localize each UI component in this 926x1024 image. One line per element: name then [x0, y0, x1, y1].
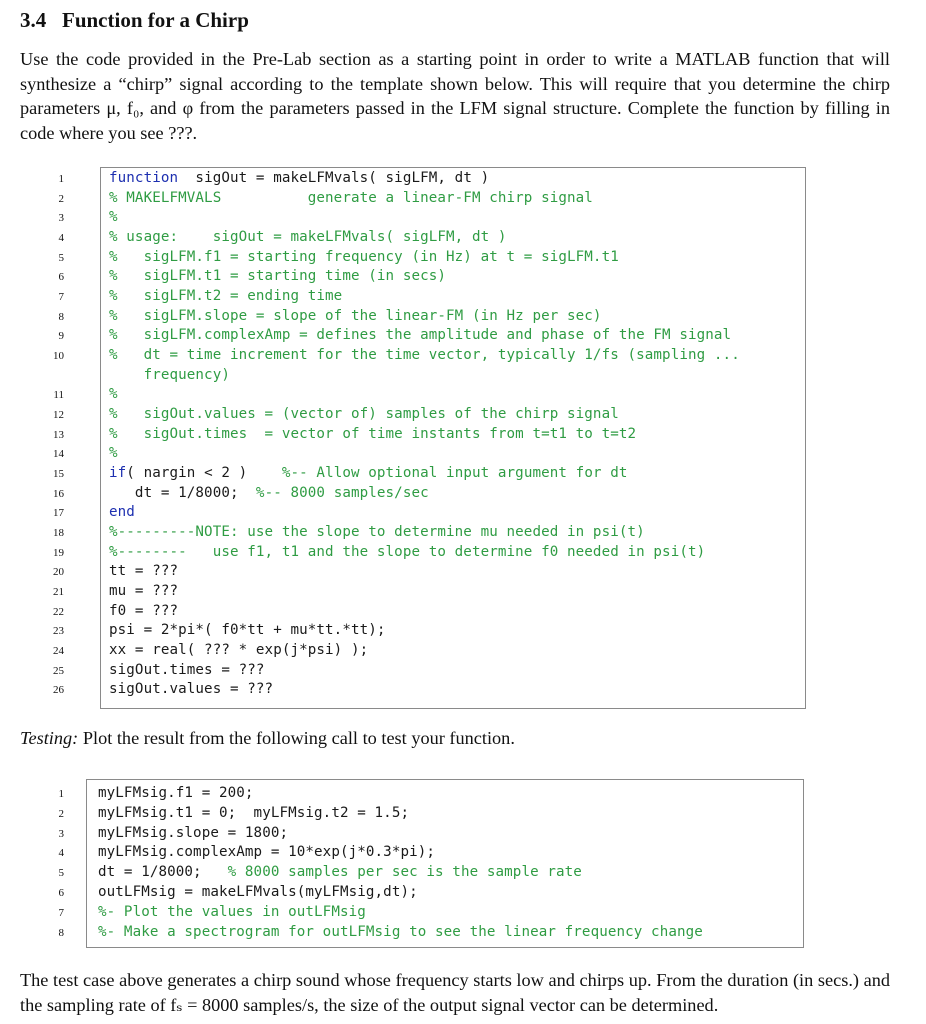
code-text: psi = 2*pi*( f0*tt + mu*tt.*tt); — [109, 622, 386, 639]
testing-label: Testing: — [20, 728, 79, 748]
line-number: 16 — [53, 487, 64, 500]
code-line — [109, 229, 507, 245]
code-text: myLFMsig.t1 = 0; myLFMsig.t2 = 1.5; — [98, 804, 410, 821]
code-text: mu = ??? — [109, 583, 179, 600]
code-text: dt = 1/8000; — [109, 484, 256, 501]
code-line — [109, 426, 636, 442]
code-comment: % dt = time increment for the time vector, typically 1/fs (sampling ... — [109, 347, 740, 364]
line-number: 21 — [53, 586, 64, 599]
line-number: 5 — [58, 251, 64, 264]
code-text: sigOut.times = ??? — [109, 661, 265, 678]
line-number: 19 — [53, 546, 64, 559]
code-text: tt = ??? — [109, 563, 179, 580]
code-text: ( nargin < 2 ) — [126, 465, 282, 482]
code-line — [109, 209, 118, 225]
line-number: 3 — [58, 212, 64, 225]
code-comment: %-- 8000 samples/sec — [255, 484, 429, 501]
code-line — [109, 347, 740, 363]
code-line — [98, 844, 435, 860]
line-number: 9 — [58, 330, 64, 343]
code-line — [109, 662, 265, 678]
code-line — [109, 681, 273, 697]
code-keyword: end — [109, 504, 135, 521]
line-number: 7 — [58, 291, 64, 304]
code-line — [109, 563, 178, 579]
code-line — [109, 406, 619, 422]
line-number: 4 — [58, 232, 64, 244]
line-number: 12 — [53, 409, 64, 422]
line-number: 25 — [53, 664, 64, 677]
code-line — [109, 622, 386, 638]
line-number: 3 — [58, 827, 64, 840]
code-line — [109, 642, 368, 658]
line-number: 6 — [58, 887, 64, 899]
code-text: outLFMsig = makeLFMvals(myLFMsig,dt); — [98, 884, 418, 900]
line-number: 24 — [53, 645, 64, 658]
code-comment: %- Make a spectrogram for outLFMsig to see the linear frequency change — [98, 923, 703, 940]
line-number: 6 — [58, 271, 64, 284]
section-heading: 3.4 Function for a Chirp — [20, 8, 249, 32]
code-text: sigOut.values = ??? — [109, 681, 274, 698]
closing-paragraph: The test case above generates a chirp sound whose frequency starts low and chirps up. From the duration (in secs.) and the sampling rate of fₛ = 8000 samples/s, the size of the output signal vector can be determined. — [20, 970, 890, 1015]
code-line — [109, 445, 118, 461]
code-keyword: if — [109, 465, 127, 482]
line-number: 7 — [58, 906, 64, 919]
code-comment: % 8000 samples per sec is the sample rate — [227, 864, 582, 881]
code-comment: %-------- use f1, t1 and the slope to determine f0 needed in psi(t) — [109, 543, 706, 560]
line-number: 8 — [58, 926, 64, 939]
code-comment: %- Plot the values in outLFMsig — [98, 903, 366, 920]
code-text: myLFMsig.complexAmp = 10*exp(j*0.3*pi); — [98, 844, 436, 861]
code-text: f0 = ??? — [109, 602, 179, 619]
line-number: 11 — [53, 389, 64, 402]
code-line — [109, 327, 731, 343]
code-comment: % sigLFM.t1 = starting time (in secs) — [109, 268, 447, 285]
code-comment: % sigLFM.t2 = ending time — [109, 288, 343, 305]
code-line — [109, 249, 619, 265]
line-number: 1 — [58, 788, 64, 800]
line-number: 2 — [58, 192, 64, 205]
code-comment: % sigLFM.slope = slope of the linear-FM (in Hz per sec) — [109, 307, 602, 324]
line-number: 5 — [58, 867, 64, 880]
code-line — [109, 170, 489, 186]
testing-text: Plot the result from the following call to test your function. — [78, 728, 515, 748]
code-comment: frequency) — [109, 366, 230, 383]
code-comment: % — [109, 445, 118, 462]
code-comment: % sigLFM.complexAmp = defines the amplitude and phase of the FM signal — [109, 327, 732, 344]
line-number: 4 — [58, 847, 64, 860]
code-line — [98, 864, 582, 880]
code-comment: %-- Allow optional input argument for dt — [281, 465, 628, 482]
code-line — [109, 583, 178, 599]
code-line — [98, 884, 418, 900]
line-number: 1 — [58, 173, 64, 185]
code-comment: % sigOut.times = vector of time instants from t=t1 to t=t2 — [109, 425, 637, 442]
intro-paragraph: Use the code provided in the Pre-Lab section as a starting point in order to write a MATLAB function that will synthesize a “chirp” signal according to the template shown below. This will require that you determine the chirp parameters μ, f₀, and φ from the parameters passed in the LFM signal structure. Complete the function by filling in code where you see ???. — [20, 49, 890, 143]
line-number: 14 — [53, 448, 64, 461]
code-line — [109, 524, 645, 540]
line-number: 26 — [53, 684, 64, 697]
code-line — [109, 603, 178, 619]
code-text: sigOut = makeLFMvals( sigLFM, dt ) — [178, 170, 490, 186]
code-line — [98, 825, 288, 841]
line-number: 15 — [53, 468, 64, 481]
code-line — [109, 504, 135, 520]
line-number: 13 — [53, 428, 64, 441]
line-number: 17 — [53, 507, 64, 520]
line-number: 18 — [53, 527, 64, 540]
line-number: 23 — [53, 625, 64, 638]
code-comment: % — [109, 209, 118, 226]
code-line — [109, 465, 628, 481]
code-line — [109, 544, 705, 560]
code-text: myLFMsig.f1 = 200; — [98, 785, 254, 801]
code-line — [109, 485, 429, 501]
code-line — [98, 924, 703, 940]
code-text: dt = 1/8000; — [98, 864, 228, 881]
code-line — [109, 367, 230, 383]
code-line — [109, 288, 342, 304]
code-comment: %---------NOTE: use the slope to determine mu needed in psi(t) — [109, 524, 645, 541]
code-line — [98, 904, 366, 920]
code-comment: % MAKELFMVALS generate a linear-FM chirp signal — [109, 189, 593, 206]
code-line — [98, 805, 409, 821]
code-line — [98, 785, 254, 801]
code-text: xx = real( ??? * exp(j*psi) ); — [109, 642, 369, 659]
code-line — [109, 190, 593, 206]
code-comment: % sigOut.values = (vector of) samples of the chirp signal — [109, 406, 619, 423]
code-line — [109, 268, 446, 284]
line-number: 2 — [58, 807, 64, 820]
code-line — [109, 386, 118, 402]
code-comment: % usage: sigOut = makeLFMvals( sigLFM, dt ) — [109, 229, 507, 245]
testing-paragraph — [20, 726, 890, 751]
code-comment: % — [109, 386, 118, 403]
line-number: 20 — [53, 566, 64, 579]
line-number: 8 — [58, 310, 64, 323]
code-line — [109, 308, 602, 324]
code-comment: % sigLFM.f1 = starting frequency (in Hz) at t = sigLFM.t1 — [109, 248, 619, 265]
code-keyword: function — [109, 170, 179, 186]
code-text: myLFMsig.slope = 1800; — [98, 824, 289, 841]
line-number: 22 — [53, 605, 64, 618]
line-number: 10 — [53, 350, 64, 363]
